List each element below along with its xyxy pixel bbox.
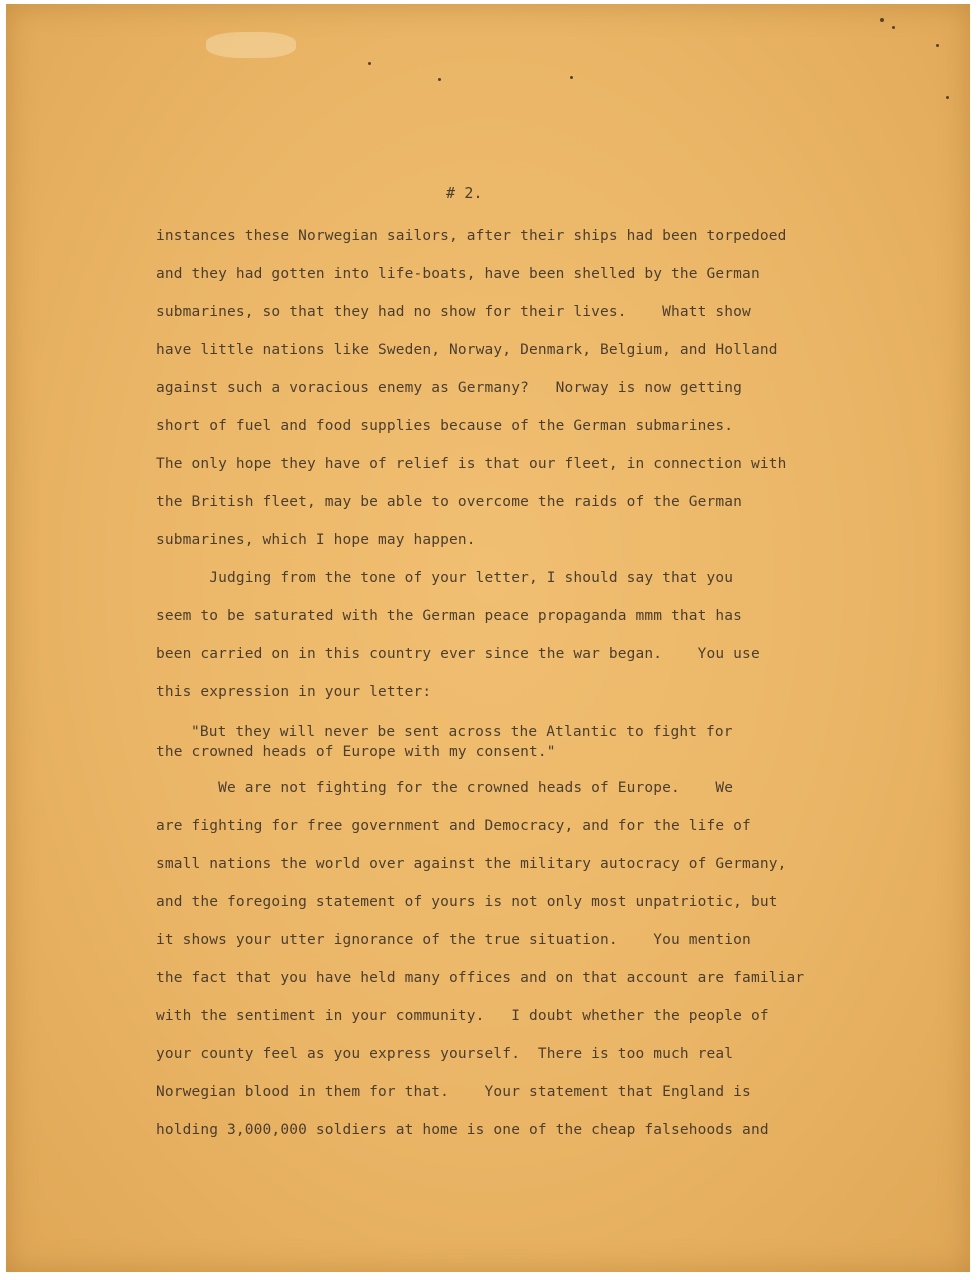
body-line: We are not fighting for the crowned heads of Europe. We bbox=[156, 780, 734, 796]
body-line: and the foregoing statement of yours is not only most unpatriotic, but bbox=[156, 894, 778, 910]
ink-speck bbox=[880, 18, 884, 22]
ink-speck bbox=[438, 78, 441, 81]
body-line: short of fuel and food supplies because of the German submarines. bbox=[156, 418, 734, 434]
ink-speck bbox=[936, 44, 939, 47]
body-line: seem to be saturated with the German peace propaganda mmm that has bbox=[156, 608, 743, 624]
body-line: the British fleet, may be able to overcome the raids of the German bbox=[156, 494, 743, 510]
body-line: it shows your utter ignorance of the true situation. You mention bbox=[156, 932, 751, 948]
ink-speck bbox=[892, 26, 895, 29]
body-line: your county feel as you express yourself. There is too much real bbox=[156, 1046, 734, 1062]
body-line: The only hope they have of relief is that our fleet, in connection with bbox=[156, 456, 787, 472]
body-line: submarines, so that they had no show for their lives. Whatt show bbox=[156, 304, 751, 320]
quote-line: "But they will never be sent across the Atlantic to fight for bbox=[191, 724, 733, 740]
body-line: holding 3,000,000 soldiers at home is one of the cheap falsehoods and bbox=[156, 1122, 769, 1138]
page-number: # 2. bbox=[446, 184, 483, 202]
body-line: instances these Norwegian sailors, after their ships had been torpedoed bbox=[156, 228, 787, 244]
body-line: are fighting for free government and Democracy, and for the life of bbox=[156, 818, 751, 834]
body-line: and they had gotten into life-boats, have been shelled by the German bbox=[156, 266, 760, 282]
document-page bbox=[6, 4, 970, 1272]
quote-line: the crowned heads of Europe with my consent." bbox=[156, 744, 556, 760]
body-line: have little nations like Sweden, Norway, Denmark, Belgium, and Holland bbox=[156, 342, 778, 358]
body-line: this expression in your letter: bbox=[156, 684, 432, 700]
body-line: the fact that you have held many offices and on that account are familiar bbox=[156, 970, 805, 986]
body-line: with the sentiment in your community. I doubt whether the people of bbox=[156, 1008, 769, 1024]
body-line: against such a voracious enemy as Germany? Norway is now getting bbox=[156, 380, 743, 396]
body-line: small nations the world over against the military autocracy of Germany, bbox=[156, 856, 787, 872]
body-line: Norwegian blood in them for that. Your statement that England is bbox=[156, 1084, 751, 1100]
body-line: Judging from the tone of your letter, I should say that you bbox=[156, 570, 734, 586]
paper-crease bbox=[206, 32, 296, 58]
ink-speck bbox=[946, 96, 949, 99]
body-line: been carried on in this country ever since the war began. You use bbox=[156, 646, 760, 662]
body-line: submarines, which I hope may happen. bbox=[156, 532, 476, 548]
ink-speck bbox=[368, 62, 371, 65]
ink-speck bbox=[570, 76, 573, 79]
